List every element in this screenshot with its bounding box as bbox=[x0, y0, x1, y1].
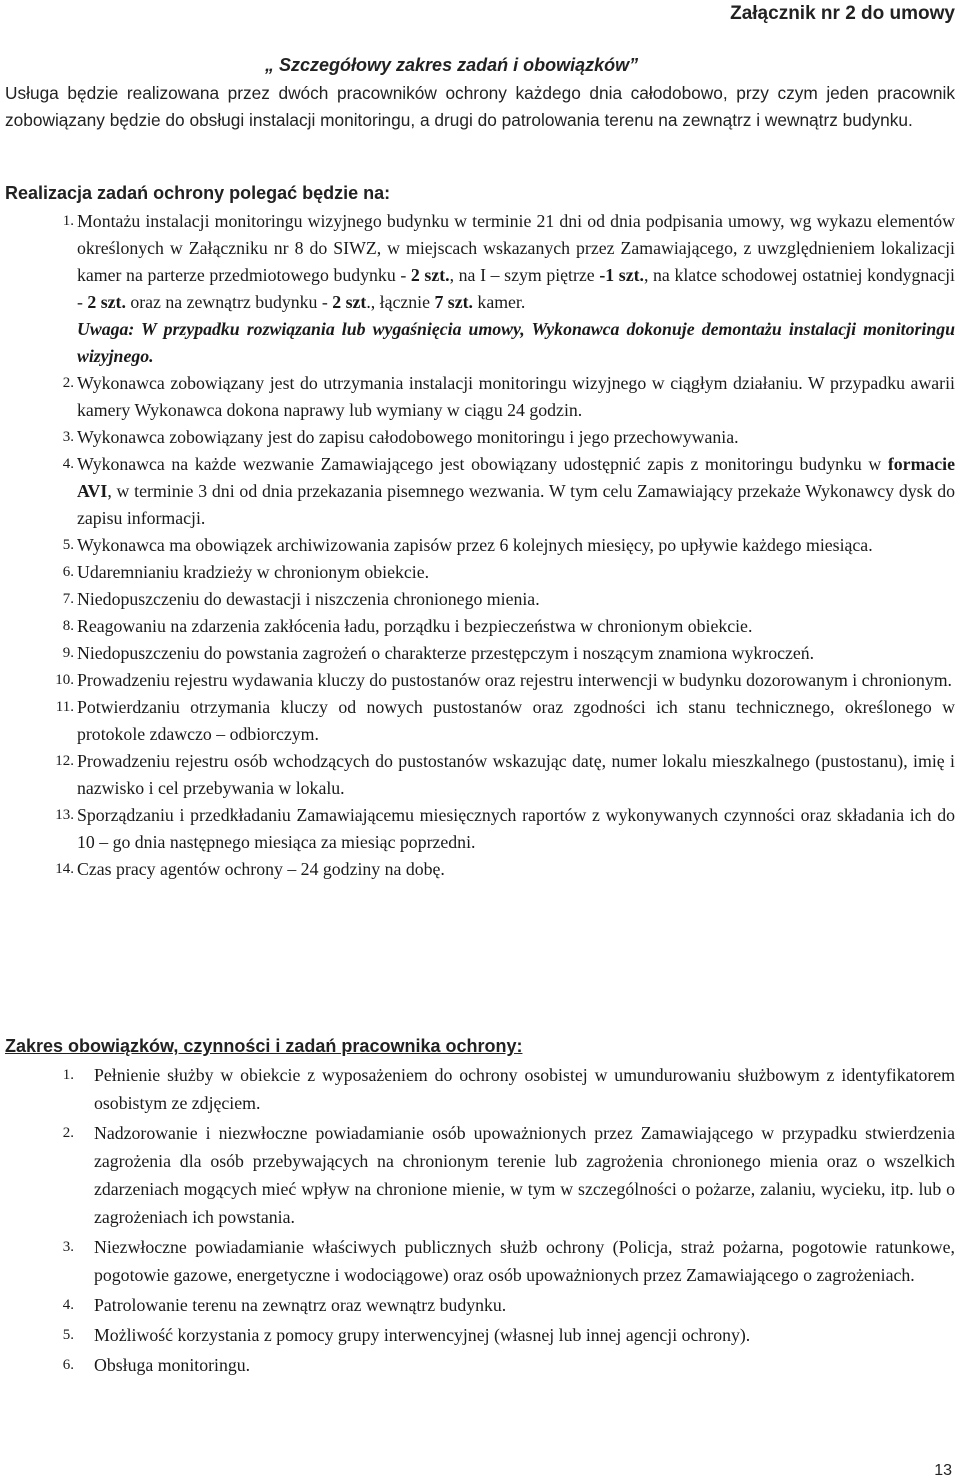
task-number: 2. bbox=[62, 375, 74, 391]
task-text: , na I – szym piętrze bbox=[449, 265, 600, 285]
task-item-8 bbox=[0, 613, 960, 640]
task-number: 6. bbox=[62, 564, 74, 580]
duty-text: Patrolowanie terenu na zewnątrz oraz wewnątrz budynku. bbox=[94, 1295, 507, 1315]
task-text: Niedopuszczeniu do powstania zagrożeń o charakterze przestępczym i noszącym znamiona wykroczeń. bbox=[77, 643, 815, 663]
task-bold: 2 szt bbox=[332, 292, 367, 312]
duty-item-2 bbox=[0, 1119, 960, 1231]
task-item-9 bbox=[0, 640, 960, 667]
duty-number: 3. bbox=[62, 1239, 74, 1255]
page-number: 13 bbox=[934, 1462, 952, 1479]
task-number: 11. bbox=[55, 699, 74, 715]
tasks-list bbox=[0, 208, 960, 883]
duty-item-5 bbox=[0, 1321, 960, 1349]
task-number: 9. bbox=[62, 645, 74, 661]
duty-item-1 bbox=[0, 1061, 960, 1117]
duty-text: Pełnienie służby w obiekcie z wyposażeniem do ochrony osobistej w umundurowaniu służbowym z identyfikatorem osobistym ze zdjęciem. bbox=[94, 1065, 955, 1113]
duty-number: 6. bbox=[62, 1357, 74, 1373]
task-text: Reagowaniu na zdarzenia zakłócenia ładu, porządku i bezpieczeństwa w chronionym obiekcie. bbox=[77, 616, 753, 636]
task-text: oraz na zewnątrz budynku - bbox=[125, 292, 333, 312]
task-item-4 bbox=[0, 451, 960, 532]
duty-item-6 bbox=[0, 1351, 960, 1379]
task-bold: 2 szt. bbox=[410, 265, 450, 285]
duty-item-4 bbox=[0, 1291, 960, 1319]
task-text: Wykonawca zobowiązany jest do utrzymania instalacji monitoringu wizyjnego w ciągłym działaniu. W przypadku awarii kamery Wykonawca dokona naprawy lub wymiany w ciągu 24 godzin. bbox=[77, 373, 955, 420]
task-text: , w terminie 3 dni od dnia przekazania pisemnego wezwania. W tym celu Zamawiający przekaże Wykonawcy dysk do zapisu informacji. bbox=[77, 481, 955, 528]
task-text: Wykonawca na każde wezwanie Zamawiającego jest obowiązany udostępnić zapis z monitoringu budynku w bbox=[77, 454, 888, 474]
task-number: 10. bbox=[55, 672, 74, 688]
task-item-10 bbox=[0, 667, 960, 694]
duty-number: 4. bbox=[62, 1297, 74, 1313]
task-item-5 bbox=[0, 532, 960, 559]
task-text: Prowadzeniu rejestru wydawania kluczy do pustostanów oraz rejestru interwencji w budynku dozorowanym i chronionym. bbox=[77, 670, 952, 690]
task-text: ., łącznie bbox=[366, 292, 435, 312]
task-number: 8. bbox=[62, 618, 74, 634]
task-number: 12. bbox=[55, 753, 74, 769]
task-bold: 2 szt. bbox=[87, 292, 126, 312]
task-text: Sporządzaniu i przedkładaniu Zamawiającemu miesięcznych raportów z wykonywanych czynności oraz składania ich do 10 – go dnia następnego miesiąca za miesiąc poprzedni. bbox=[77, 805, 955, 852]
task-item-1 bbox=[0, 208, 960, 370]
task-item-3 bbox=[0, 424, 960, 451]
task-number: 4. bbox=[62, 456, 74, 472]
duty-item-3 bbox=[0, 1233, 960, 1289]
duty-text: Obsługa monitoringu. bbox=[94, 1355, 251, 1375]
tasks-heading: Realizacja zadań ochrony polegać będzie na: bbox=[5, 183, 391, 203]
task-text: Wykonawca zobowiązany jest do zapisu całodobowego monitoringu i jego przechowywania. bbox=[77, 427, 739, 447]
task-number: 13. bbox=[55, 807, 74, 823]
task-bold: -1 szt. bbox=[599, 265, 644, 285]
task-number: 3. bbox=[62, 429, 74, 445]
task-bold: formacie AVI bbox=[77, 454, 955, 501]
duty-number: 5. bbox=[62, 1327, 74, 1343]
task-item-2 bbox=[0, 370, 960, 424]
task-number: 5. bbox=[62, 537, 74, 553]
duty-text: Możliwość korzystania z pomocy grupy interwencyjnej (własnej lub innej agencji ochrony). bbox=[94, 1325, 751, 1345]
task-text: Potwierdzaniu otrzymania kluczy od nowych pustostanów oraz zgodności ich stanu technicznego, określonego w protokole zdawczo – odbiorczym. bbox=[77, 697, 955, 744]
task-text: Wykonawca ma obowiązek archiwizowania zapisów przez 6 kolejnych miesięcy, po upływie każdego miesiąca. bbox=[77, 535, 873, 555]
duty-text: Niezwłoczne powiadamianie właściwych publicznych służb ochrony (Policja, straż pożarna, pogotowie ratunkowe, pogotowie gazowe, energetyczne i wodociągowe) oraz osób upoważnionych przez Zamawiającego o zagrożeniach. bbox=[94, 1237, 955, 1285]
task-bold: 7 szt. bbox=[434, 292, 473, 312]
task-text: kamer. bbox=[472, 292, 526, 312]
task-text: Czas pracy agentów ochrony – 24 godziny na dobę. bbox=[77, 859, 445, 879]
duties-heading: Zakres obowiązków, czynności i zadań pracownika ochrony: bbox=[5, 1036, 523, 1056]
task-number: 14. bbox=[55, 861, 74, 877]
duties-list bbox=[0, 1061, 960, 1381]
task-item-12 bbox=[0, 748, 960, 802]
task-item-11 bbox=[0, 694, 960, 748]
task-text: Niedopuszczeniu do dewastacji i niszczenia chronionego mienia. bbox=[77, 589, 540, 609]
task-item-13 bbox=[0, 802, 960, 856]
document-title: „ Szczegółowy zakres zadań i obowiązków” bbox=[265, 55, 639, 75]
task-text: Udaremnianiu kradzieży w chronionym obiekcie. bbox=[77, 562, 430, 582]
task-text: , na klatce schodowej ostatniej kondygnacji - bbox=[77, 265, 955, 312]
annex-label: Załącznik nr 2 do umowy bbox=[730, 3, 955, 24]
intro-paragraph: Usługa będzie realizowana przez dwóch pracowników ochrony każdego dnia całodobowo, przy czym jeden pracownik zobowiązany będzie do obsługi instalacji monitoringu, a drugi do patrolowania terenu na zewnątrz i wewnątrz budynku. bbox=[5, 83, 955, 130]
task-number: 1. bbox=[62, 213, 74, 229]
task-item-7 bbox=[0, 586, 960, 613]
task-note: Uwaga: W przypadku rozwiązania lub wygaśnięcia umowy, Wykonawca dokonuje demontażu instalacji monitoringu wizyjnego. bbox=[77, 319, 955, 366]
task-text: Montażu instalacji monitoringu wizyjnego budynku w terminie 21 dni od dnia podpisania umowy, wg wykazu elementów określonych w Załączniku nr 8 do SIWZ, w miejscach wskazanych przez Zamawiającego, z uwzględnieniem lokalizacji kamer na parterze przedmiotowego budynku - bbox=[77, 211, 955, 285]
duty-number: 2. bbox=[62, 1125, 74, 1141]
task-text: Prowadzeniu rejestru osób wchodzących do pustostanów wskazując datę, numer lokalu mieszkalnego (pustostanu), imię i nazwisko i cel przebywania w lokalu. bbox=[77, 751, 955, 798]
duty-number: 1. bbox=[62, 1067, 74, 1083]
task-item-14 bbox=[0, 856, 960, 883]
duty-text: Nadzorowanie i niezwłoczne powiadamianie osób upoważnionych przez Zamawiającego w przypadku stwierdzenia zagrożenia dla osób przebywających na chronionym terenie lub zagrożenia chronionego mienia oraz o wszelkich zdarzeniach mogących mieć wpływ na chronione mienie, w tym w szczególności o pożarze, zalaniu, wycieku, itp. lub o zagrożeniach ich powstania. bbox=[94, 1123, 955, 1227]
task-number: 7. bbox=[62, 591, 74, 607]
task-item-6 bbox=[0, 559, 960, 586]
